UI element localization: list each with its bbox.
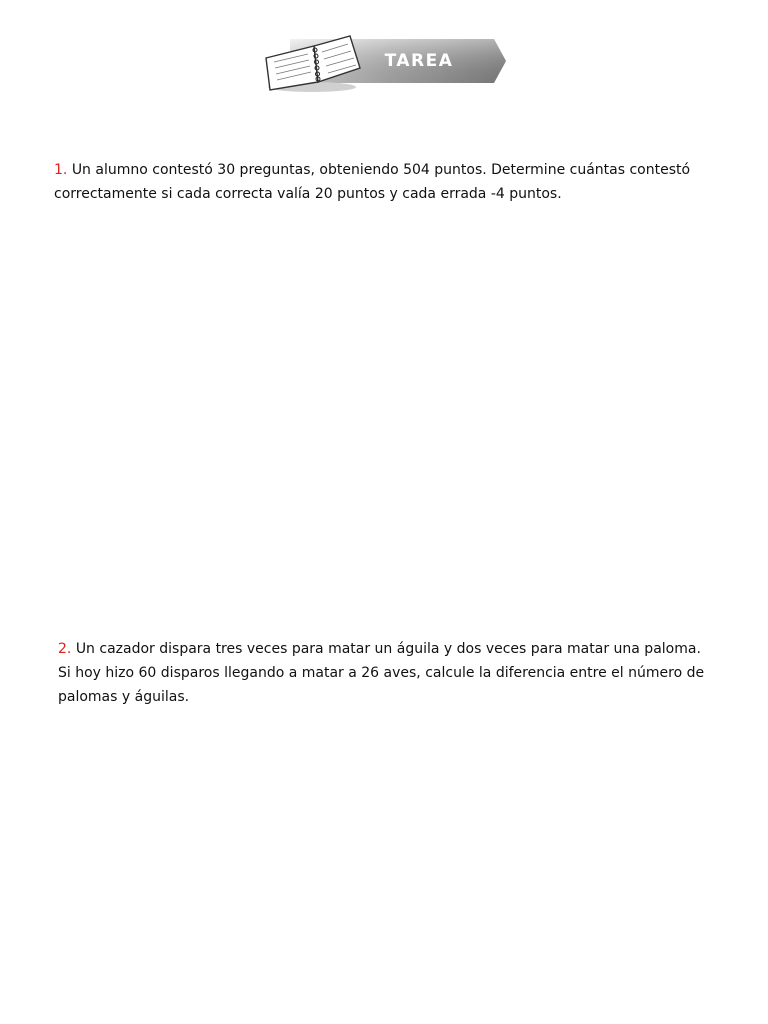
problem-1-text: Un alumno contestó 30 preguntas, obteniendo 504 puntos. Determine cuántas contestó correctamente si cada correcta valía 20 puntos y cada errada -4 puntos. (54, 162, 691, 202)
header-title: TAREA (384, 51, 454, 71)
problem-1-number: 1. (54, 162, 68, 178)
problem-2-number: 2. (58, 641, 72, 657)
tarea-header-banner (262, 32, 508, 94)
problem-2-text: Un cazador dispara tres veces para matar un águila y dos veces para matar una paloma. Si hoy hizo 60 disparos llegando a matar a 26 aves, calcule la diferencia entre el número de palomas y águilas. (58, 641, 705, 705)
problem-1 (54, 158, 714, 206)
problem-2 (58, 637, 718, 709)
notebook-icon (262, 32, 362, 94)
